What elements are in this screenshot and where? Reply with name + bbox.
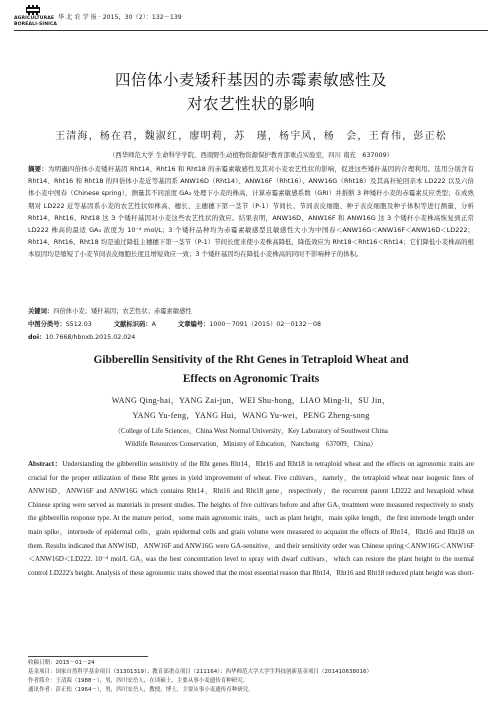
authors-cn: 王清海，杨在君，魏淑红，廖明莉，苏 瑾，杨宇风，杨 会，王育伟，彭正松: [55, 131, 447, 142]
title-en-line-1: Gibberellin Sensitivity of the Rht Genes in Tetraploid Wheat and: [93, 354, 409, 366]
affiliation-en-line-2: Wildlife Resources Conservation，Ministry of Education，Nanchong 637009，China）: [125, 441, 377, 448]
header-rule: [14, 30, 488, 31]
footnotes: [28, 659, 478, 695]
abstract-en-label: Abstract：: [28, 460, 63, 468]
doi-line: [28, 332, 474, 341]
keywords-cn: [28, 306, 474, 315]
authors-en-line-1: WANG Qing-hai，YANG Zai-jun，WEI Shu-hong，LIAO Ming-li，SU Jin，: [111, 396, 391, 405]
footnote-corresponding: 通讯作者：彭正松（1964－），男，四川安岳人，教授，博士，主要从事小麦遗传育种研究。: [28, 687, 254, 693]
affiliation-en-line-1: （College of Life Sciences，China West Normal University，Key Laboratory of Southwest China: [114, 428, 388, 435]
title-cn-line-2: 对农艺性状的影响: [186, 95, 315, 113]
abstract-en: [28, 458, 474, 580]
affiliation-cn: （西华师范大学 生命科学学院，西南野生动植物资源保护教育部重点实验室，四川 南充 637009）: [108, 151, 394, 159]
footnote-first-author: 作者简介：王清海（1988－），男，四川安岳人，在读硕士，主要从事小麦遗传育种研究。: [28, 678, 249, 684]
footnote-fund: 基金项目：国家自然科学基金项目（31301319）；教育部重点项目（211164）；西华师范大学大学生科技创新基金项目（201410638016）: [28, 669, 372, 675]
authors-en-line-2: YANG Yu-feng，YANG Hui，WANG Yu-wei，PENG Zheng-song: [132, 411, 370, 420]
keywords-cn-label: 关键词：: [28, 308, 54, 315]
abstract-cn-text: 为明确四倍体小麦矮秆基因 Rht14、Rht16 和 Rht18 的赤霉素敏感性及其对小麦农艺性状的影响，促进这些矮秆基因的合理利用。选用分别含有 Rht14、Rht16 和 Rht18 的四倍体小麦近等基因系 ANW16D（Rht14）、ANW16F（Rht16）、ANW16G（Rht18）及其高秆轮回亲本 LD222 以及六倍体小麦中国春（Chinese spring），测量其不同浓度 GA₃ 处理下小麦的株高，计算赤霉素敏感系数（GRI）并推断 3 种矮秆小麦的赤霉素反应类型；在成熟期对 LD222 近等基因系小麦的农艺性状如株高、穗长、主穗穗下第一茎节（P-1）节间长、节间表皮细胞、种子表皮细胞及种子体积等进行测量，分析 Rht14、Rht16、Rht18 这 3 个矮秆基因对小麦这些农艺性状的效应。结果表明，ANW16D、ANW16F 和 ANW16G 这 3 个矮秆小麦株高恢复到正常 LD222 株高的最适 GA₃ 浓度为 10⁻⁴ mol/L；3 个矮秆品种均为赤霉素敏感型且敏感性大小为中国春＜ANW16G＜ANW16F＜ANW16D＜LD222；Rht14、Rht16、Rht18 均是通过降低主穗穗下第一茎节（P-1）节间长度来使小麦株高降低，降低效应为 Rht18＜Rht16＜Rht14；它们降低小麦株高的根本原因均是缩短了小麦节间表皮细胞长度且增短效应一致；3 个矮秆基因均在降低小麦株高的同时不影响种子的体积。: [28, 165, 474, 259]
title-en: [20, 351, 482, 389]
footnote-received: 收稿日期：2015－01－24: [28, 660, 95, 666]
abstract-cn-label: 摘要：: [28, 165, 48, 173]
authors-en: [20, 393, 482, 423]
footnote-rule: [28, 656, 148, 657]
logo-line-1: AGRICULTURAE: [14, 16, 55, 21]
title-cn-line-1: 四倍体小麦矮秆基因的赤霉素敏感性及: [114, 71, 387, 89]
abstract-en-text: Understanding the gibberellin sensitivity of the Rht genes Rht14，Rht16 and Rht18 in tetraploid wheat and the effects on agronomic traits are crucial for the proper utilization of these Rht genes in yield improvement of wheat. Five cultivars，namely，the tetraploid wheat near isogenic lines of ANW16D，ANW16F and ANW16G which contains Rht14，Rht16 and Rht18 gene，respectively，the recurrent parent LD222 and hexaploid wheat Chinese spring were served as materials in present studies. The heights of five cultivars before and after GA₃ treatment were measured respectively to study the gibberellin response type. At the mature period，some main agronomic traits，such as plant height，main spike length，the first internode length under main spike，internode of epidermal cells，grain epidermal cells and grain volume were measured to acquaint the effects of Rht14，Rht16 and Rht18 on them. Results indicated that ANW16D，ANW16F and ANW16G were GA-sensitive，and their sensitivity order was Chinese spring＜ANW16G＜ANW16F＜ANW16D＜LD222. 10⁻⁴ mol/L GA₃ was the best concentration level to spray with dwarf cultivars，which can restore the plant height to the normal control LD222's height. Analysis of these agronomic traits showed that the most essential reason that Rht14，Rht16 and Rht18 reduced plant height was short-: [28, 460, 474, 577]
wheat-logo-icon: [26, 5, 40, 15]
article-number-label: 文章编号：: [177, 321, 210, 328]
doc-code-value: A: [151, 321, 156, 328]
classification-line: [28, 319, 474, 328]
doi-label: doi：: [28, 334, 46, 341]
clc-label: 中图分类号：: [28, 321, 66, 328]
journal-header: [14, 5, 488, 31]
title-en-line-2: Effects on Agronomic Traits: [182, 373, 320, 385]
abstract-cn: [28, 163, 474, 261]
doc-code-label: 文献标识码：: [113, 321, 152, 328]
article-number-value: 1000－7091（2015）02－0132－08: [209, 321, 322, 328]
logo-line-2: BOREALI-SINICA: [14, 22, 58, 27]
clc-value: S512.03: [65, 321, 92, 328]
affiliation-en: [20, 425, 482, 451]
journal-logo: [14, 5, 58, 29]
doi-value: 10.7668/hbnxb.2015.02.024: [45, 334, 136, 341]
keywords-cn-text: 四倍体小麦；矮秆基因；农艺性状；赤霉素敏感性: [53, 308, 192, 315]
journal-citation: 华 北 农 学 报 · 2015，30（2）：132－139: [58, 14, 182, 21]
